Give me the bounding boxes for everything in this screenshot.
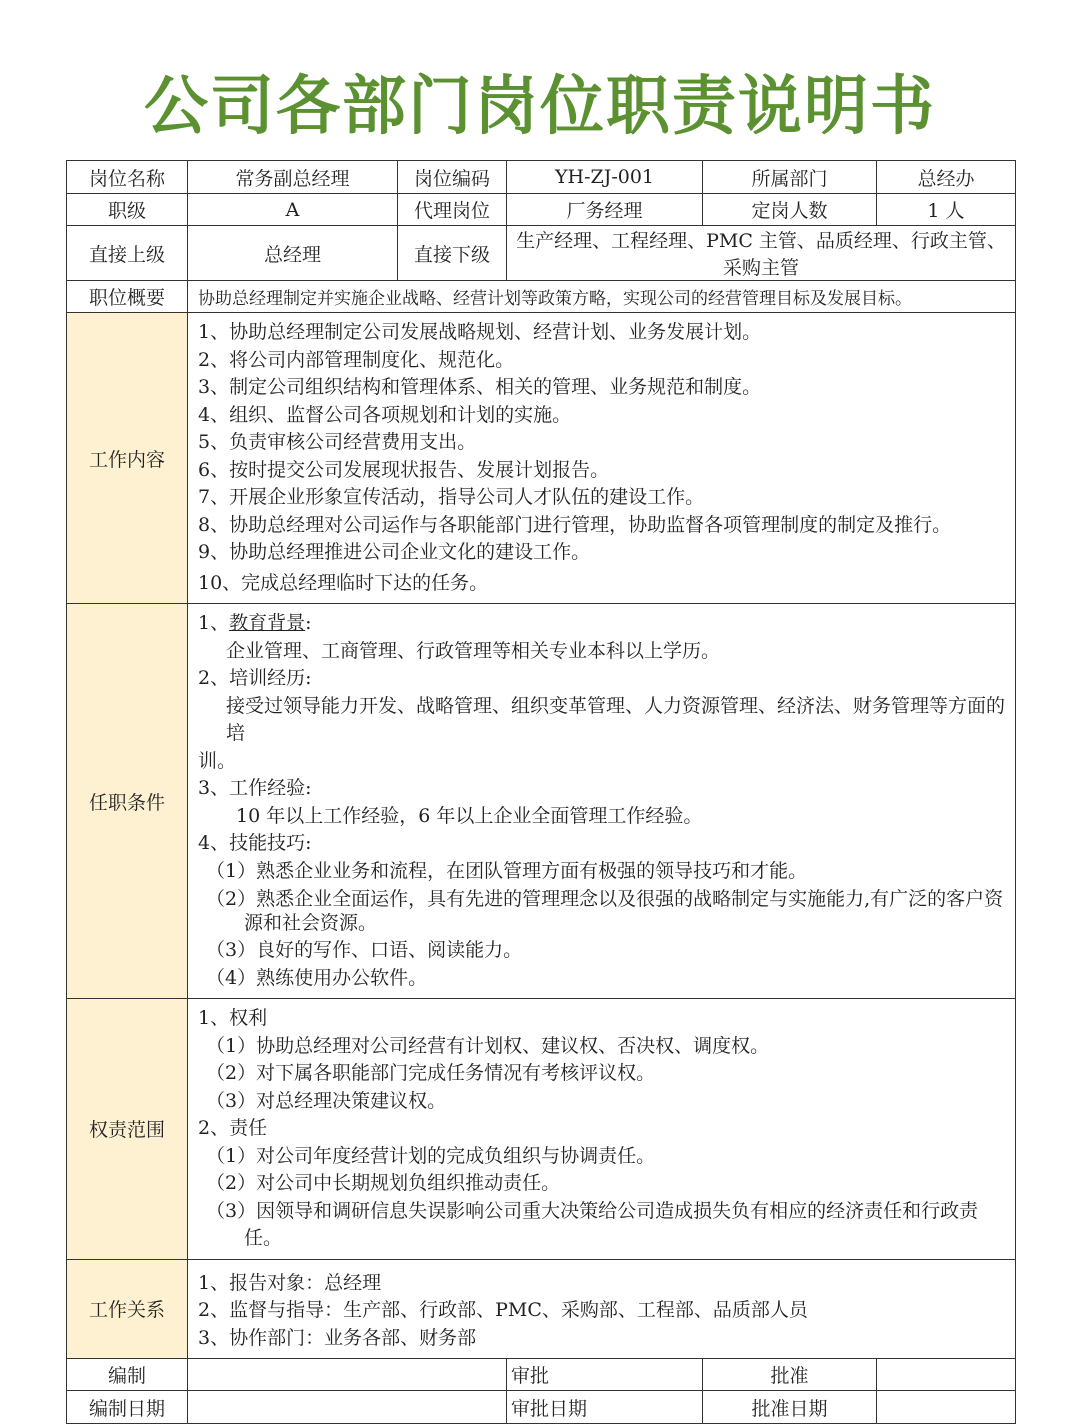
work-item: 8、协助总经理对公司运作与各职能部门进行管理，协助监督各项管理制度的制定及推行。	[198, 513, 952, 536]
education-heading-number: 1、	[198, 612, 230, 634]
label-prepared-by: 编制	[67, 1359, 188, 1391]
label-reviewed-date-text: 审批日期	[511, 1397, 588, 1420]
requirements-list	[188, 604, 1016, 999]
relation-item: 2、监督与指导：生产部、行政部、PMC、采购部、工程部、品质部人员	[198, 1299, 808, 1321]
authority-item: （3）因领导和调研信息失误影响公司重大决策给公司造成损失负有相应的经济责任和行政责任。	[206, 1199, 979, 1249]
authority-item: （3）对总经理决策建议权。	[206, 1089, 447, 1112]
field-approved-by[interactable]	[877, 1359, 1016, 1391]
training-heading: 2、培训经历:	[198, 667, 312, 689]
authority-list	[188, 999, 1016, 1260]
education-text: 企业管理、工商管理、行政管理等相关专业本科以上学历。	[226, 639, 721, 662]
work-content-row	[67, 313, 1016, 604]
work-item: 9、协助总经理推进公司企业文化的建设工作。	[198, 541, 591, 563]
value-superior: 总经理	[188, 226, 398, 281]
training-text: 接受过领导能力开发、战略管理、组织变革管理、人力资源管理、经济法、财务管理等方面的培	[226, 694, 1006, 744]
authority-row	[67, 999, 1016, 1260]
work-item: 7、开展企业形象宣传活动，指导公司人才队伍的建设工作。	[198, 486, 705, 508]
requirements-row	[67, 604, 1016, 999]
skills-heading: 4、技能技巧:	[198, 832, 312, 854]
label-relations: 工作关系	[67, 1259, 188, 1359]
label-subordinates: 直接下级	[398, 226, 507, 281]
skill-item: （3）良好的写作、口语、阅读能力。	[206, 939, 523, 961]
label-summary: 职位概要	[67, 281, 188, 313]
field-approved-date[interactable]	[877, 1391, 1016, 1424]
skill-item: （2）熟悉企业全面运作，具有先进的管理理念以及很强的战略制定与实施能力,有广泛的客户资源和社会资源。	[206, 888, 1004, 934]
page-title: 公司各部门岗位职责说明书	[144, 70, 936, 144]
work-item: 5、负责审核公司经营费用支出。	[198, 431, 477, 453]
label-authority: 权责范围	[67, 999, 188, 1260]
value-grade: A	[188, 194, 398, 226]
value-summary: 协助总经理制定并实施企业战略、经营计划等政策方略，实现公司的经营管理目标及发展目标。	[188, 281, 1016, 313]
work-item: 6、按时提交公司发展现状报告、发展计划报告。	[198, 458, 610, 481]
value-position-name: 常务副总经理	[188, 161, 398, 194]
authority-item: 1、权利	[198, 1007, 268, 1029]
value-department: 总经办	[877, 161, 1016, 194]
label-approved-date: 批准日期	[703, 1391, 877, 1424]
work-item: 1、协助总经理制定公司发展战略规划、经营计划、业务发展计划。	[198, 321, 762, 343]
work-item: 2、将公司内部管理制度化、规范化。	[198, 348, 515, 371]
label-position-name: 岗位名称	[67, 161, 188, 194]
value-subordinates: 生产经理、工程经理、PMC 主管、品质经理、行政主管、采购主管	[507, 226, 1016, 281]
experience-heading: 3、工作经验:	[198, 777, 312, 799]
header-row-1	[67, 161, 1016, 194]
field-prepared-date[interactable]	[188, 1391, 507, 1424]
education-heading-colon: :	[305, 612, 312, 634]
label-grade: 职级	[67, 194, 188, 226]
label-reviewed-date	[507, 1391, 703, 1424]
header-row-2	[67, 194, 1016, 226]
label-department: 所属部门	[703, 161, 877, 194]
training-text-cont: 训。	[198, 749, 237, 772]
skill-item: （1）熟悉企业业务和流程，在团队管理方面有极强的领导技巧和才能。	[206, 859, 808, 882]
work-item: 3、制定公司组织结构和管理体系、相关的管理、业务规范和制度。	[198, 376, 762, 398]
job-description-table	[66, 160, 1016, 1424]
label-deputy-position: 代理岗位	[398, 194, 507, 226]
education-heading-text: 教育背景	[229, 612, 306, 634]
value-headcount: 1 人	[877, 194, 1016, 226]
label-position-code: 岗位编码	[398, 161, 507, 194]
label-prepared-date: 编制日期	[67, 1391, 188, 1424]
label-reviewed-by	[507, 1359, 703, 1391]
work-item: 4、组织、监督公司各项规划和计划的实施。	[198, 403, 572, 426]
authority-item: （2）对下属各职能部门完成任务情况有考核评议权。	[206, 1062, 656, 1084]
label-requirements: 任职条件	[67, 604, 188, 999]
field-prepared-by[interactable]	[188, 1359, 507, 1391]
authority-item: （1）对公司年度经营计划的完成负组织与协调责任。	[206, 1144, 656, 1167]
work-content-list	[188, 313, 1016, 604]
label-reviewed-by-text: 审批	[511, 1365, 550, 1387]
authority-item: 2、责任	[198, 1117, 268, 1139]
authority-item: （1）协助总经理对公司经营有计划权、建议权、否决权、调度权。	[206, 1034, 770, 1057]
relation-item: 1、报告对象：总经理	[198, 1271, 382, 1294]
label-work-content: 工作内容	[67, 313, 188, 604]
work-item: 10、完成总经理临时下达的任务。	[198, 571, 489, 594]
authority-item: （2）对公司中长期规划负组织推动责任。	[206, 1172, 561, 1194]
experience-text: 10 年以上工作经验，6 年以上企业全面管理工作经验。	[236, 804, 703, 827]
footer-row-1	[67, 1359, 1016, 1391]
footer-row-2	[67, 1391, 1016, 1424]
value-position-code: YH-ZJ-001	[507, 161, 703, 194]
label-superior: 直接上级	[67, 226, 188, 281]
education-heading	[198, 610, 1005, 638]
label-headcount: 定岗人数	[703, 194, 877, 226]
label-approved-by: 批准	[703, 1359, 877, 1391]
header-row-3	[67, 226, 1016, 281]
value-deputy-position: 厂务经理	[507, 194, 703, 226]
skill-item: （4）熟练使用办公软件。	[206, 966, 428, 989]
relations-row	[67, 1259, 1016, 1359]
relations-list	[188, 1259, 1016, 1359]
relation-item: 3、协作部门：业务各部、财务部	[198, 1326, 477, 1349]
summary-row	[67, 281, 1016, 313]
